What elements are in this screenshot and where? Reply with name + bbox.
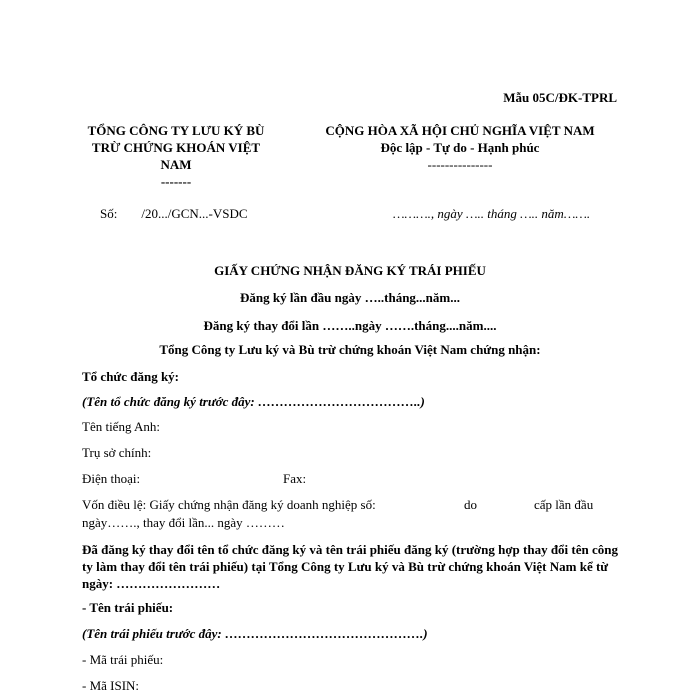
issued-by-label: do xyxy=(464,497,477,512)
first-issued-label: cấp lần đầu xyxy=(534,497,594,512)
issuer-name-line3: NAM xyxy=(160,157,192,172)
previous-bond-name: (Tên trái phiếu trước đây: ……………………………………….) xyxy=(82,626,428,641)
national-header xyxy=(290,122,630,173)
issuer-name-line2: TRỪ CHỨNG KHOÁN VIỆT xyxy=(91,140,261,155)
issuer-name-line1: TỔNG CÔNG TY LƯU KÝ BÙ xyxy=(87,123,265,138)
document-date: ………., ngày ….. tháng ….. năm……. xyxy=(393,206,591,221)
form-code: Mẫu 05C/ĐK-TPRL xyxy=(503,90,617,105)
document-number xyxy=(100,206,248,222)
capital-change-date: ngày……., thay đổi lần... ngày ……… xyxy=(82,515,285,530)
bond-code-field: - Mã trái phiếu: xyxy=(82,652,164,667)
charter-capital-field: Vốn điều lệ: Giấy chứng nhận đăng ký doanh nghiệp số: xyxy=(82,497,376,512)
previous-organization-name: (Tên tổ chức đăng ký trước đây: ………………………………..) xyxy=(82,394,425,409)
isin-field: - Mã ISIN: xyxy=(82,678,140,693)
bond-name-field: - Tên trái phiếu: xyxy=(82,600,174,615)
document-number-value: /20.../GCN...-VSDC xyxy=(141,206,248,221)
certification-statement: Tổng Công ty Lưu ký và Bù trừ chứng khoán Việt Nam chứng nhận: xyxy=(159,342,541,357)
document-number-label: Số: xyxy=(100,206,118,221)
headquarters-field: Trụ sở chính: xyxy=(82,445,152,460)
issuer-divider: ------- xyxy=(160,174,192,189)
national-motto: Độc lập - Tự do - Hạnh phúc xyxy=(380,140,540,155)
phone-field: Điện thoại: xyxy=(82,471,141,486)
issuer-header xyxy=(76,122,276,190)
country-name: CỘNG HÒA XÃ HỘI CHỦ NGHĨA VIỆT NAM xyxy=(325,123,595,138)
first-registration-date: Đăng ký lần đầu ngày …..tháng...năm... xyxy=(240,290,460,305)
english-name-field: Tên tiếng Anh: xyxy=(82,419,160,434)
name-change-statement: Đã đăng ký thay đổi tên tổ chức đăng ký và tên trái phiếu đăng ký (trường hợp thay đổi tên công ty làm thay đổi tên trái phiếu) tại Tổng Công ty Lưu ký và Bù trừ chứng khoán Việt Nam kể từ ngày: …………………… xyxy=(82,542,618,591)
fax-field: Fax: xyxy=(283,471,307,486)
change-registration-date: Đăng ký thay đổi lần ……..ngày …….tháng....năm.... xyxy=(203,318,497,333)
registering-organization-label: Tổ chức đăng ký: xyxy=(82,369,180,384)
document-title: GIẤY CHỨNG NHẬN ĐĂNG KÝ TRÁI PHIẾU xyxy=(214,263,486,278)
motto-divider: --------------- xyxy=(427,157,493,172)
